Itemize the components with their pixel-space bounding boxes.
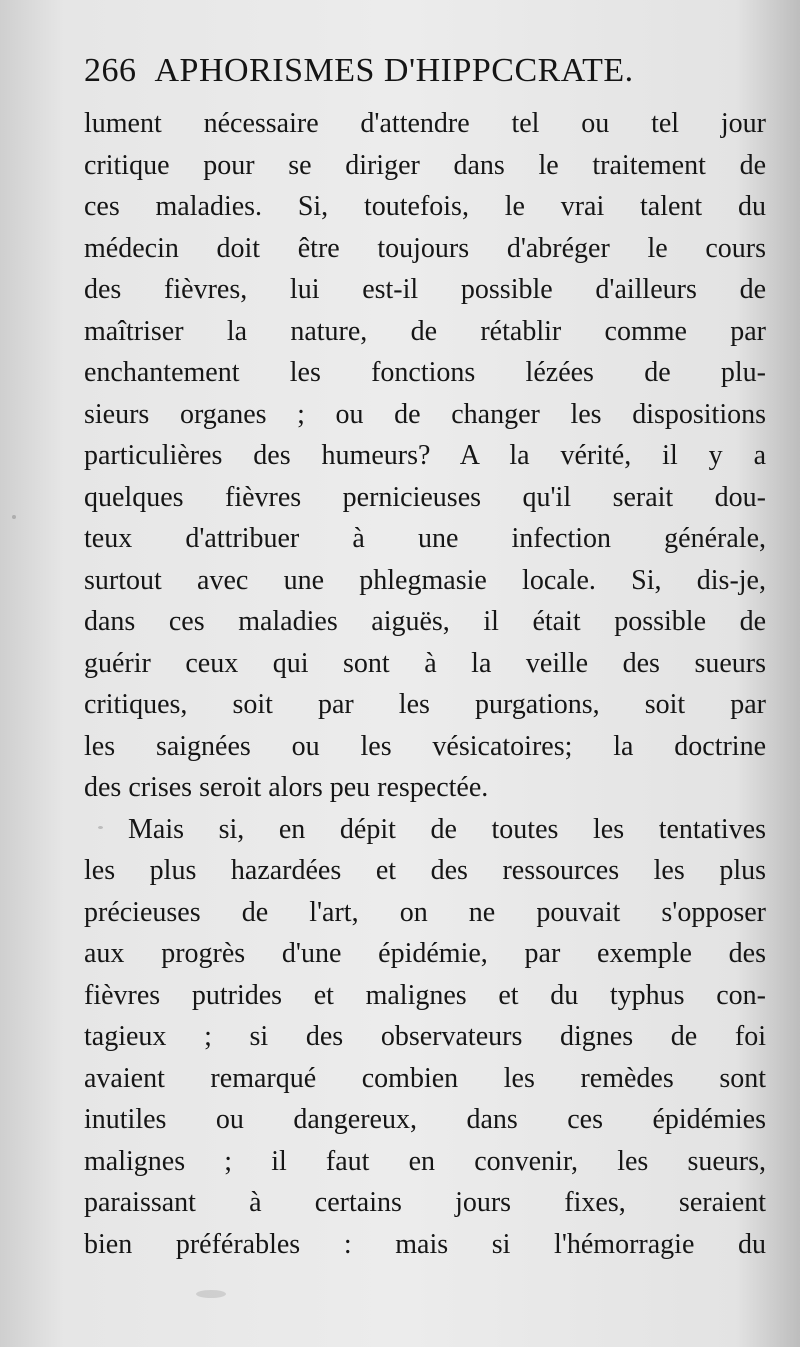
text-line: sieurs organes ; ou de changer les dispositions xyxy=(84,398,766,430)
paragraph-1 xyxy=(84,103,766,809)
text-line: fièvres putrides et malignes et du typhus con- xyxy=(84,979,766,1011)
text-line: Mais si, en dépit de toutes les tentatives xyxy=(128,813,766,845)
text-line: ces maladies. Si, toutefois, le vrai talent du xyxy=(84,191,766,222)
text-line: critique pour se diriger dans le traitement de xyxy=(84,149,766,181)
paragraph-2 xyxy=(84,809,766,1266)
text-line: enchantement les fonctions lézées de plu- xyxy=(84,357,766,388)
text-line: inutiles ou dangereux, dans ces épidémies xyxy=(84,1104,766,1135)
text-line: les plus hazardées et des ressources les plus xyxy=(84,855,766,886)
text-line: précieuses de l'art, on ne pouvait s'opposer xyxy=(84,896,766,928)
text-line: guérir ceux qui sont à la veille des sueurs xyxy=(84,647,766,679)
text-line: des crises seroit alors peu respectée. xyxy=(84,772,489,803)
text-line: bien préférables : mais si l'hémorragie du xyxy=(84,1228,766,1260)
text-line: avaient remarqué combien les remèdes sont xyxy=(84,1062,766,1094)
text-line: dans ces maladies aiguës, il était possible de xyxy=(84,606,766,637)
text-line: tagieux ; si des observateurs dignes de foi xyxy=(84,1021,766,1052)
text-line: des fièvres, lui est-il possible d'ailleurs de xyxy=(84,274,766,305)
text-line: paraissant à certains jours fixes, seraient xyxy=(84,1187,766,1218)
ink-speck xyxy=(12,515,16,519)
text-line: quelques fièvres pernicieuses qu'il serait dou- xyxy=(84,481,766,513)
text-line: les saignées ou les vésicatoires; la doctrine xyxy=(84,730,766,762)
text-line: lument nécessaire d'attendre tel ou tel jour xyxy=(84,108,766,139)
ink-speck xyxy=(196,1290,226,1298)
text-line: médecin doit être toujours d'abréger le cours xyxy=(84,232,766,264)
page-number: 266 xyxy=(84,52,137,89)
ink-speck xyxy=(98,826,103,829)
text-line: surtout avec une phlegmasie locale. Si, dis-je, xyxy=(84,564,766,596)
text-line: particulières des humeurs? A la vérité, il y a xyxy=(84,440,766,471)
body-text xyxy=(84,103,766,1265)
text-line: teux d'attribuer à une infection générale, xyxy=(84,523,766,554)
page-header xyxy=(84,52,740,100)
text-line: maîtriser la nature, de rétablir comme par xyxy=(84,315,766,347)
text-line: malignes ; il faut en convenir, les sueurs, xyxy=(84,1145,766,1177)
text-line: aux progrès d'une épidémie, par exemple des xyxy=(84,938,766,969)
text-line: critiques, soit par les purgations, soit par xyxy=(84,689,766,720)
running-title: APHORISMES D'HIPPCCRATE. xyxy=(154,52,634,89)
